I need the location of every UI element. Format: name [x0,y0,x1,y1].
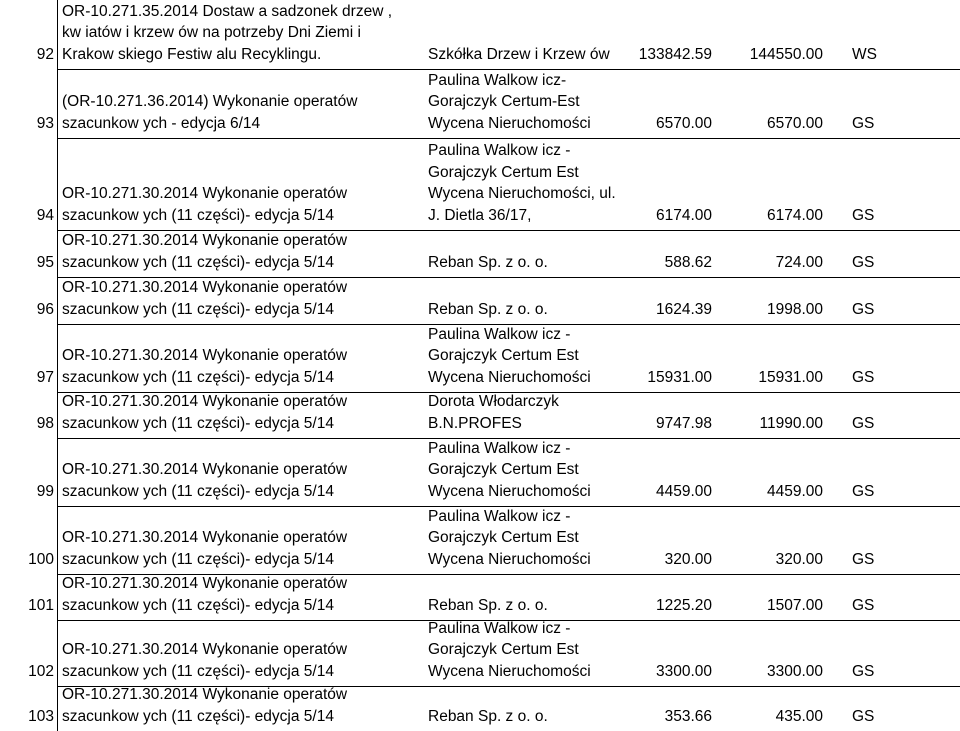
description-cell: OR-10.271.35.2014 Dostaw a sadzonek drzew , kw iatów i krzew ów na potrzeby Dni Ziemi i Krakow skiego Festiw alu Recyklingu. [62,2,392,63]
gross-amount-cell: 1507.00 [766,596,823,614]
description-cell: OR-10.271.30.2014 Wykonanie operatów szacunkow ych (11 części)- edycja 5/14 [62,575,348,614]
description-cell: OR-10.271.30.2014 Wykonanie operatów szacunkow ych (11 części)- edycja 5/14 [62,347,348,386]
description-cell: OR-10.271.30.2014 Wykonanie operatów szacunkow ych (11 części)- edycja 5/14 [62,393,348,432]
contractor-cell: Szkółka Drzew i Krzew ów [428,45,610,63]
description-cell: OR-10.271.30.2014 Wykonanie operatów szacunkow ych (11 części)- edycja 5/14 [62,461,348,500]
net-amount-cell: 588.62 [664,253,712,271]
description-cell: OR-10.271.30.2014 Wykonanie operatów szacunkow ych (11 części)- edycja 5/14 [62,185,348,224]
contractor-cell: Reban Sp. z o. o. [428,707,548,725]
gross-amount-cell: 1998.00 [766,300,823,318]
contractor-cell: Paulina Walkow icz - Gorajczyk Certum Est Wycena Nieruchomości [428,439,591,500]
department-code-cell: GS [852,414,875,432]
department-code-cell: GS [852,482,875,500]
row-number: 95 [36,253,54,271]
row-number: 97 [36,368,54,386]
row-number: 96 [36,300,54,318]
gross-amount-cell: 6570.00 [766,114,823,132]
row-number: 98 [36,414,54,432]
table-row [0,506,960,574]
net-amount-cell: 4459.00 [655,482,712,500]
table-row [0,0,960,69]
gross-amount-cell: 724.00 [775,253,823,271]
table-row [0,277,960,324]
row-number: 102 [28,662,54,680]
contractor-cell: Paulina Walkow icz - Gorajczyk Certum Est Wycena Nieruchomości [428,325,591,386]
contractor-cell: Reban Sp. z o. o. [428,300,548,318]
table-row [0,230,960,277]
contractor-cell: Dorota Włodarczyk B.N.PROFES [428,393,559,432]
row-number: 100 [28,550,54,568]
contractor-cell: Reban Sp. z o. o. [428,596,548,614]
net-amount-cell: 1225.20 [655,596,712,614]
department-code-cell: WS [852,45,877,63]
net-amount-cell: 6174.00 [655,206,712,224]
row-number: 92 [36,45,54,63]
gross-amount-cell: 15931.00 [758,368,823,386]
gross-amount-cell: 11990.00 [759,414,823,432]
table-row [0,324,960,392]
row-number: 94 [36,206,54,224]
row-number: 101 [28,596,54,614]
description-cell: OR-10.271.30.2014 Wykonanie operatów szacunkow ych (11 części)- edycja 5/14 [62,529,348,568]
row-number: 99 [36,482,54,500]
gross-amount-cell: 3300.00 [766,662,823,680]
net-amount-cell: 6570.00 [655,114,712,132]
department-code-cell: GS [852,253,875,271]
department-code-cell: GS [852,300,875,318]
contractor-cell: Paulina Walkow icz - Gorajczyk Certum Est Wycena Nieruchomości [428,619,591,680]
net-amount-cell: 15931.00 [647,368,712,386]
contractor-cell: Paulina Walkow icz - Gorajczyk Certum Est Wycena Nieruchomości [428,507,591,568]
gross-amount-cell: 144550.00 [749,45,823,63]
table-row [0,574,960,620]
department-code-cell: GS [852,707,875,725]
department-code-cell: GS [852,550,875,568]
net-amount-cell: 3300.00 [655,662,712,680]
gross-amount-cell: 320.00 [775,550,823,568]
department-code-cell: GS [852,662,875,680]
net-amount-cell: 133842.59 [638,45,712,63]
table-row [0,686,960,731]
gross-amount-cell: 4459.00 [766,482,823,500]
row-number: 103 [28,707,54,725]
net-amount-cell: 353.66 [664,707,712,725]
contractor-cell: Paulina Walkow icz - Gorajczyk Certum Est Wycena Nieruchomości, ul. J. Dietla 36/17, [428,142,616,224]
description-cell: OR-10.271.30.2014 Wykonanie operatów szacunkow ych (11 części)- edycja 5/14 [62,232,348,271]
table-row [0,69,960,138]
contractor-cell: Reban Sp. z o. o. [428,253,548,271]
table-row [0,620,960,686]
description-cell: OR-10.271.30.2014 Wykonanie operatów szacunkow ych (11 części)- edycja 5/14 [62,279,348,318]
description-cell: OR-10.271.30.2014 Wykonanie operatów szacunkow ych (11 części)- edycja 5/14 [62,686,348,725]
department-code-cell: GS [852,206,875,224]
contractor-cell: Paulina Walkow icz- Gorajczyk Certum-Est Wycena Nieruchomości [428,71,591,132]
department-code-cell: GS [852,114,875,132]
row-number: 93 [36,114,54,132]
table-row [0,392,960,438]
description-cell: (OR-10.271.36.2014) Wykonanie operatów szacunkow ych - edycja 6/14 [62,93,358,132]
department-code-cell: GS [852,596,875,614]
department-code-cell: GS [852,368,875,386]
table-row [0,138,960,230]
table-row [0,438,960,506]
gross-amount-cell: 435.00 [775,707,823,725]
net-amount-cell: 1624.39 [655,300,712,318]
description-cell: OR-10.271.30.2014 Wykonanie operatów szacunkow ych (11 części)- edycja 5/14 [62,641,348,680]
gross-amount-cell: 6174.00 [766,206,823,224]
net-amount-cell: 9747.98 [655,414,712,432]
net-amount-cell: 320.00 [664,550,712,568]
